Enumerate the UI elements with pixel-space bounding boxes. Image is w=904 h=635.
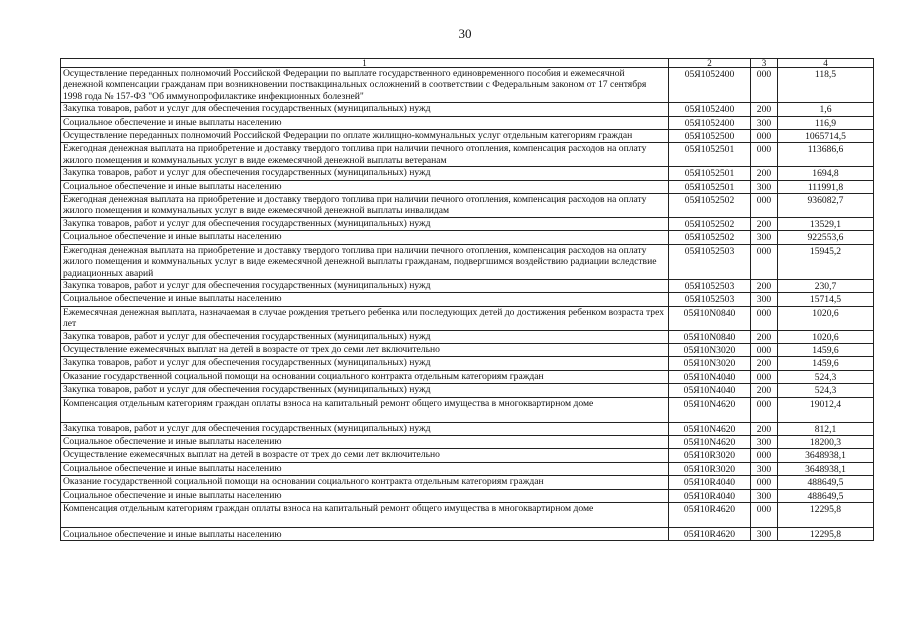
row-name-cell: Социальное обеспечение и иные выплаты населению xyxy=(61,231,669,244)
row-expense-type-cell: 000 xyxy=(751,343,778,356)
table-row xyxy=(61,68,874,103)
row-amount-cell: 488649,5 xyxy=(778,489,874,502)
row-expense-type-cell: 000 xyxy=(751,130,778,143)
table-row xyxy=(61,217,874,230)
row-amount-cell: 524,3 xyxy=(778,370,874,383)
row-amount-cell: 3648938,1 xyxy=(778,449,874,462)
row-name-cell: Осуществление ежемесячных выплат на детей в возрасте от трех до семи лет включительно xyxy=(61,343,669,356)
row-code-cell: 05Я10R4040 xyxy=(669,489,751,502)
row-name-cell: Компенсация отдельным категориям граждан оплаты взноса на капитальный ремонт общего имущества в многоквартирном доме xyxy=(61,397,669,422)
row-name-cell: Закупка товаров, работ и услуг для обеспечения государственных (муниципальных) нужд xyxy=(61,422,669,435)
row-code-cell: 05Я10N0840 xyxy=(669,306,751,330)
row-expense-type-cell: 200 xyxy=(751,357,778,370)
row-code-cell: 05Я10N4620 xyxy=(669,435,751,448)
row-amount-cell: 113686,6 xyxy=(778,143,874,167)
row-amount-cell: 1020,6 xyxy=(778,330,874,343)
row-name-cell: Закупка товаров, работ и услуг для обеспечения государственных (муниципальных) нужд xyxy=(61,279,669,292)
table-row xyxy=(61,116,874,129)
row-name-cell: Закупка товаров, работ и услуг для обеспечения государственных (муниципальных) нужд xyxy=(61,384,669,397)
row-expense-type-cell: 200 xyxy=(751,422,778,435)
column-header-code: 2 xyxy=(669,59,751,68)
table-row xyxy=(61,384,874,397)
table-row xyxy=(61,167,874,180)
row-expense-type-cell: 000 xyxy=(751,306,778,330)
row-expense-type-cell: 000 xyxy=(751,370,778,383)
row-amount-cell: 1065714,5 xyxy=(778,130,874,143)
row-name-cell: Закупка товаров, работ и услуг для обеспечения государственных (муниципальных) нужд xyxy=(61,217,669,230)
table-row xyxy=(61,449,874,462)
table-row xyxy=(61,528,874,541)
row-expense-type-cell: 000 xyxy=(751,194,778,218)
table-row xyxy=(61,231,874,244)
row-code-cell: 05Я1052400 xyxy=(669,68,751,103)
row-expense-type-cell: 000 xyxy=(751,476,778,489)
row-name-cell: Закупка товаров, работ и услуг для обеспечения государственных (муниципальных) нужд xyxy=(61,103,669,116)
row-code-cell: 05Я10N4040 xyxy=(669,384,751,397)
table-row xyxy=(61,330,874,343)
row-expense-type-cell: 200 xyxy=(751,217,778,230)
row-expense-type-cell: 300 xyxy=(751,293,778,306)
row-name-cell: Оказание государственной социальной помощи на основании социального контракта отдельным категориям граждан xyxy=(61,476,669,489)
table-row xyxy=(61,103,874,116)
row-expense-type-cell: 200 xyxy=(751,103,778,116)
row-name-cell: Осуществление ежемесячных выплат на детей в возрасте от трех до семи лет включительно xyxy=(61,449,669,462)
table-row xyxy=(61,489,874,502)
row-amount-cell: 1459,6 xyxy=(778,343,874,356)
page-number: 30 xyxy=(458,26,472,41)
row-name-cell: Осуществление переданных полномочий Российской Федерации по выплате государственного единовременного пособия и ежемесячной денежной компенсации гражданам при возникновении поствакцинальных осложнений в соответствии с Федеральным законом от 17 сентября 1998 года № 157-ФЗ "Об иммунопрофилактике инфекционных болезней" xyxy=(61,68,669,103)
table-row xyxy=(61,503,874,528)
row-code-cell: 05Я10N4040 xyxy=(669,370,751,383)
table-row xyxy=(61,306,874,330)
row-amount-cell: 118,5 xyxy=(778,68,874,103)
row-amount-cell: 15945,2 xyxy=(778,244,874,279)
table-row xyxy=(61,293,874,306)
row-code-cell: 05Я1052503 xyxy=(669,279,751,292)
row-amount-cell: 922553,6 xyxy=(778,231,874,244)
row-amount-cell: 524,3 xyxy=(778,384,874,397)
table-row xyxy=(61,130,874,143)
row-code-cell: 05Я1052400 xyxy=(669,116,751,129)
row-name-cell: Закупка товаров, работ и услуг для обеспечения государственных (муниципальных) нужд xyxy=(61,167,669,180)
table-row xyxy=(61,194,874,218)
row-expense-type-cell: 300 xyxy=(751,528,778,541)
row-expense-type-cell: 300 xyxy=(751,435,778,448)
table-row xyxy=(61,343,874,356)
table-row xyxy=(61,279,874,292)
row-amount-cell: 936082,7 xyxy=(778,194,874,218)
row-name-cell: Социальное обеспечение и иные выплаты населению xyxy=(61,435,669,448)
table-row xyxy=(61,397,874,422)
row-amount-cell: 15714,5 xyxy=(778,293,874,306)
table-row xyxy=(61,244,874,279)
row-amount-cell: 116,9 xyxy=(778,116,874,129)
row-name-cell: Социальное обеспечение и иные выплаты населению xyxy=(61,293,669,306)
row-code-cell: 05Я1052501 xyxy=(669,143,751,167)
row-amount-cell: 19012,4 xyxy=(778,397,874,422)
row-code-cell: 05Я1052501 xyxy=(669,167,751,180)
table-row xyxy=(61,435,874,448)
row-expense-type-cell: 000 xyxy=(751,68,778,103)
row-expense-type-cell: 000 xyxy=(751,503,778,528)
row-amount-cell: 111991,8 xyxy=(778,180,874,193)
row-name-cell: Социальное обеспечение и иные выплаты населению xyxy=(61,116,669,129)
table-header-row xyxy=(61,59,874,68)
row-code-cell: 05Я1052500 xyxy=(669,130,751,143)
table-row xyxy=(61,462,874,475)
row-name-cell: Закупка товаров, работ и услуг для обеспечения государственных (муниципальных) нужд xyxy=(61,357,669,370)
row-code-cell: 05Я10R4620 xyxy=(669,528,751,541)
column-header-expense-type: 3 xyxy=(751,59,778,68)
row-code-cell: 05Я10N4620 xyxy=(669,422,751,435)
row-code-cell: 05Я10R4040 xyxy=(669,476,751,489)
row-expense-type-cell: 300 xyxy=(751,231,778,244)
row-name-cell: Ежегодная денежная выплата на приобретение и доставку твердого топлива при наличии печного отопления, компенсация расходов на оплату жилого помещения и коммунальных услуг в виде ежемесячной денежной выплаты гражданам, подвергшимся воздействию радиации вследствие радиационных аварий xyxy=(61,244,669,279)
row-expense-type-cell: 000 xyxy=(751,449,778,462)
row-expense-type-cell: 300 xyxy=(751,462,778,475)
row-expense-type-cell: 300 xyxy=(751,489,778,502)
row-name-cell: Социальное обеспечение и иные выплаты населению xyxy=(61,462,669,475)
row-code-cell: 05Я1052502 xyxy=(669,231,751,244)
row-expense-type-cell: 000 xyxy=(751,397,778,422)
table-body xyxy=(61,59,874,541)
row-code-cell: 05Я10R4620 xyxy=(669,503,751,528)
row-amount-cell: 12295,8 xyxy=(778,503,874,528)
row-amount-cell: 230,7 xyxy=(778,279,874,292)
row-code-cell: 05Я1052503 xyxy=(669,293,751,306)
column-header-name: 1 xyxy=(61,59,669,68)
row-name-cell: Ежегодная денежная выплата на приобретение и доставку твердого топлива при наличии печного отопления, компенсация расходов на оплату жилого помещения и коммунальных услуг в виде ежемесячной денежной выплаты ветеранам xyxy=(61,143,669,167)
row-expense-type-cell: 200 xyxy=(751,330,778,343)
row-amount-cell: 18200,3 xyxy=(778,435,874,448)
row-name-cell: Компенсация отдельным категориям граждан оплаты взноса на капитальный ремонт общего имущества в многоквартирном доме xyxy=(61,503,669,528)
row-expense-type-cell: 000 xyxy=(751,244,778,279)
row-amount-cell: 12295,8 xyxy=(778,528,874,541)
table-row xyxy=(61,143,874,167)
row-name-cell: Ежегодная денежная выплата на приобретение и доставку твердого топлива при наличии печного отопления, компенсация расходов на оплату жилого помещения и коммунальных услуг в виде ежемесячной денежной выплаты инвалидам xyxy=(61,194,669,218)
row-amount-cell: 1,6 xyxy=(778,103,874,116)
row-code-cell: 05Я10N3020 xyxy=(669,343,751,356)
row-amount-cell: 1694,8 xyxy=(778,167,874,180)
row-code-cell: 05Я1052501 xyxy=(669,180,751,193)
row-name-cell: Социальное обеспечение и иные выплаты населению xyxy=(61,180,669,193)
row-expense-type-cell: 200 xyxy=(751,279,778,292)
table-row xyxy=(61,370,874,383)
table-row xyxy=(61,357,874,370)
row-amount-cell: 812,1 xyxy=(778,422,874,435)
row-code-cell: 05Я10R3020 xyxy=(669,449,751,462)
row-expense-type-cell: 300 xyxy=(751,116,778,129)
row-code-cell: 05Я1052503 xyxy=(669,244,751,279)
row-code-cell: 05Я10N4620 xyxy=(669,397,751,422)
row-name-cell: Оказание государственной социальной помощи на основании социального контракта отдельным категориям граждан xyxy=(61,370,669,383)
column-header-amount: 4 xyxy=(778,59,874,68)
row-expense-type-cell: 200 xyxy=(751,167,778,180)
row-code-cell: 05Я1052502 xyxy=(669,194,751,218)
row-expense-type-cell: 200 xyxy=(751,384,778,397)
row-expense-type-cell: 300 xyxy=(751,180,778,193)
row-amount-cell: 13529,1 xyxy=(778,217,874,230)
row-amount-cell: 1459,6 xyxy=(778,357,874,370)
row-amount-cell: 488649,5 xyxy=(778,476,874,489)
table-row xyxy=(61,476,874,489)
row-code-cell: 05Я10R3020 xyxy=(669,462,751,475)
table-row xyxy=(61,180,874,193)
row-name-cell: Социальное обеспечение и иные выплаты населению xyxy=(61,489,669,502)
row-name-cell: Осуществление переданных полномочий Российской Федерации по оплате жилищно-коммунальных услуг отдельным категориям граждан xyxy=(61,130,669,143)
row-code-cell: 05Я10N3020 xyxy=(669,357,751,370)
budget-table xyxy=(60,58,874,541)
row-name-cell: Закупка товаров, работ и услуг для обеспечения государственных (муниципальных) нужд xyxy=(61,330,669,343)
row-code-cell: 05Я1052400 xyxy=(669,103,751,116)
row-name-cell: Социальное обеспечение и иные выплаты населению xyxy=(61,528,669,541)
row-code-cell: 05Я10N0840 xyxy=(669,330,751,343)
table-row xyxy=(61,422,874,435)
row-code-cell: 05Я1052502 xyxy=(669,217,751,230)
row-name-cell: Ежемесячная денежная выплата, назначаемая в случае рождения третьего ребенка или последующих детей до достижения ребенком возраста трех лет xyxy=(61,306,669,330)
row-amount-cell: 3648938,1 xyxy=(778,462,874,475)
row-amount-cell: 1020,6 xyxy=(778,306,874,330)
row-expense-type-cell: 000 xyxy=(751,143,778,167)
